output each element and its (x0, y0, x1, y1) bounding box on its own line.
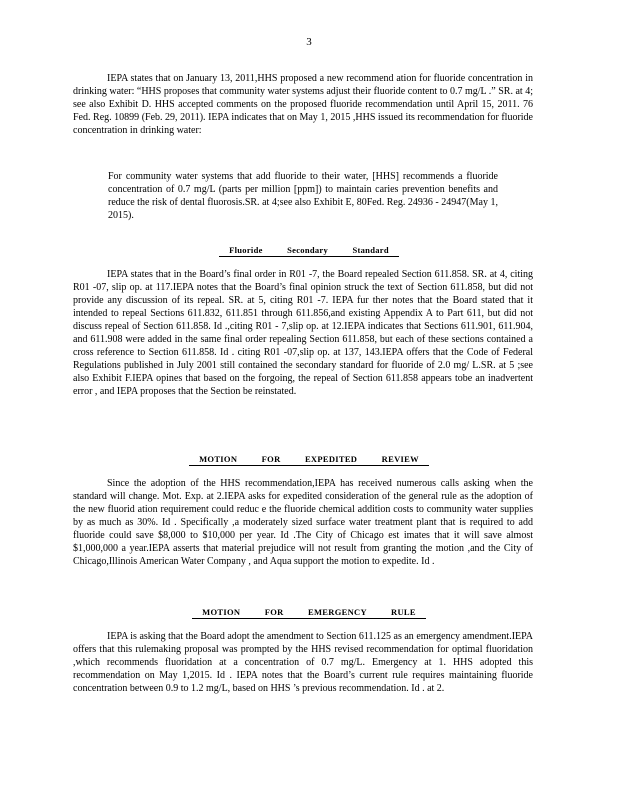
heading-text: Fluoride Secondary Standard (219, 245, 399, 257)
block-quote-hhs-recommendation: For community water systems that add fluoride to their water, [HHS] recommends a fluoride concentration of 0.7 mg/L (parts per million [ppm]) to maintain caries prevention benefits and reduce the risk of dental fluorosis.SR. at 4;see also Exhibit E, 80Fed. Reg. 24936 - 24947(May 1, 2015). (108, 171, 498, 221)
heading-text: MOTION FOR EMERGENCY RULE (192, 607, 426, 619)
paragraph-hhs-proposal: IEPA states that on January 13, 2011,HHS proposed a new recommend ation for fluoride concentration in drinking water: “HHS proposes that community water systems adjust their fluoride content to 0.7 mg/L .” SR. at 4; see also Exhibit D. HHS accepted comments on the proposed fluoride recommendation until April 15, 2011. 76 Fed. Reg. 10899 (Feb. 29, 2011). IEPA indicates that on May 1, 2015 ,HHS issued its recommendation for fluoride concentration in drinking water: (73, 73, 533, 136)
heading-fluoride-secondary-standard (0, 240, 618, 258)
heading-motion-emergency-rule (0, 602, 618, 620)
heading-text: MOTION FOR EXPEDITED REVIEW (189, 454, 429, 466)
heading-motion-expedited-review (0, 449, 618, 467)
paragraph-emergency-amendment: IEPA is asking that the Board adopt the amendment to Section 611.125 as an emergency amendment.IEPA offers that this rulemaking proposal was prompted by the HHS revised recommendation for optimal fluoridation ,which recommends fluoridation at a concentration of 0.7 mg/L. Emergency at 1. HHS adopted this recommendation on May 1,2015. Id . IEPA notes that the Board’s current rule requires maintaining fluoride concentration between 0.9 to 1.2 mg/L, based on HHS ’s previous recommendation. Id . at 2. (73, 631, 533, 694)
paragraph-expedited-consideration: Since the adoption of the HHS recommendation,IEPA has received numerous calls asking when the standard will change. Mot. Exp. at 2.IEPA asks for expedited consideration of the general rule as the adoption of the new fluorid ation requirement could reduc e the fluoride chemical addition costs to community water supplies by as much as 30%. Id . Specifically ,a moderately sized surface water treatment plant that is required to add fluoride could save $8,000 to $10,000 per year. Id .The City of Chicago est imates that it will save almost $1,000,000 a year.IEPA asserts that material prejudice will not result from granting the motion ,and the City of Chicago,Illinois American Water Company , and Aqua support the motion to expedite. Id . (73, 478, 533, 567)
paragraph-board-repeal: IEPA states that in the Board’s final order in R01 -7, the Board repealed Section 611.858. SR. at 4, citing R01 -07, slip op. at 117.IEPA notes that the Board’s final opinion struck the text of Section 611.858, but did not provide any discussion of its repeal. SR. at 5, citing R01 -7. IEPA fur ther notes that the Board stated that it intended to repeal Sections 611.832, 611.851 through 611.856,and existing Appendix A to Part 611, but did not discuss repeal of Section 611.858. Id .,citing R01 - 7,slip op. at 12.IEPA indicates that Sections 611.901, 611.904, and 611.908 were added in the same final order repealing Section 611.858, but each of these sections contained a cross reference to Section 611.858. Id . citing R01 -07,slip op. at 137, 143.IEPA offers that the Code of Federal Regulations published in July 2001 still contained the secondary standard for fluoride of 2.0 mg/ L.SR. at 5 ;see also Exhibit F.IEPA opines that based on the forgoing, the repeal of Section 611.858 appears tobe an inadvertent error , and IEPA proposes that the Section be reinstated. (73, 269, 533, 397)
page-number: 3 (306, 36, 312, 48)
